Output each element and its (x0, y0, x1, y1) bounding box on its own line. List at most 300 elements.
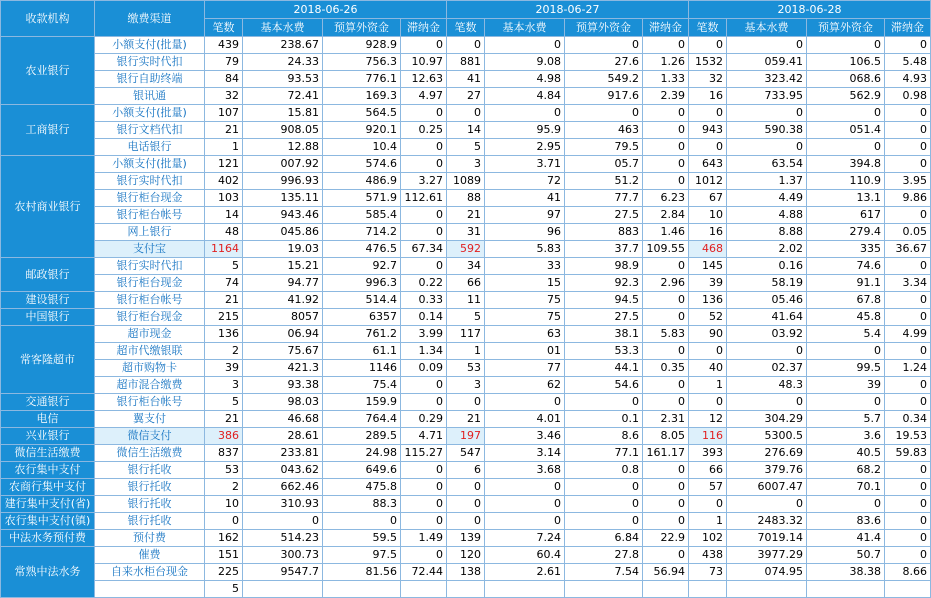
value-cell: 402 (205, 173, 243, 190)
header-row-dates (1, 1, 931, 19)
value-cell: 0 (885, 105, 931, 122)
value-cell: 486.9 (323, 173, 401, 190)
value-cell: 045.86 (243, 224, 323, 241)
value-cell: 0 (689, 343, 727, 360)
value-cell: 106.5 (807, 54, 885, 71)
value-cell: 1012 (689, 173, 727, 190)
value-cell (447, 581, 485, 598)
value-cell: 1 (205, 139, 243, 156)
value-cell: 908.05 (243, 122, 323, 139)
value-cell: 12.88 (243, 139, 323, 156)
value-cell: 0 (885, 37, 931, 54)
value-cell (323, 581, 401, 598)
header-extra-fund: 预算外资金 (807, 19, 885, 37)
value-cell: 238.67 (243, 37, 323, 54)
value-cell: 0 (401, 547, 447, 564)
table-row (1, 445, 931, 462)
value-cell: 05.46 (727, 292, 807, 309)
value-cell: 9.08 (485, 54, 565, 71)
value-cell: 0 (727, 105, 807, 122)
value-cell: 48.3 (727, 377, 807, 394)
value-cell: 920.1 (323, 122, 401, 139)
institution-cell: 兴业银行 (1, 428, 95, 445)
value-cell: 19.03 (243, 241, 323, 258)
value-cell: 1.49 (401, 530, 447, 547)
channel-cell: 小额支付(批量) (95, 156, 205, 173)
table-row (1, 547, 931, 564)
value-cell: 8.66 (885, 564, 931, 581)
table-row (1, 411, 931, 428)
value-cell (565, 581, 643, 598)
value-cell: 1.37 (727, 173, 807, 190)
value-cell: 75 (485, 292, 565, 309)
value-cell: 2.02 (727, 241, 807, 258)
value-cell: 279.4 (807, 224, 885, 241)
channel-cell: 网上银行 (95, 224, 205, 241)
channel-cell: 超市购物卡 (95, 360, 205, 377)
value-cell: 94.5 (565, 292, 643, 309)
value-cell: 136 (689, 292, 727, 309)
value-cell: 48 (205, 224, 243, 241)
value-cell: 27.6 (565, 54, 643, 71)
table-row (1, 343, 931, 360)
value-cell: 1089 (447, 173, 485, 190)
table-row (1, 394, 931, 411)
value-cell: 4.97 (401, 88, 447, 105)
table-row (1, 377, 931, 394)
value-cell: 11 (447, 292, 485, 309)
value-cell: 24.98 (323, 445, 401, 462)
value-cell: 0 (807, 394, 885, 411)
value-cell: 14 (447, 122, 485, 139)
channel-cell: 银行柜台帐号 (95, 394, 205, 411)
value-cell: 0.14 (401, 309, 447, 326)
value-cell: 0 (401, 462, 447, 479)
value-cell: 0 (727, 343, 807, 360)
value-cell: 31 (447, 224, 485, 241)
value-cell: 3.99 (401, 326, 447, 343)
value-cell: 12 (689, 411, 727, 428)
value-cell: 21 (205, 292, 243, 309)
value-cell: 41 (447, 71, 485, 88)
table-body (1, 37, 931, 598)
value-cell: 0 (401, 37, 447, 54)
value-cell: 5 (447, 139, 485, 156)
value-cell: 0 (885, 547, 931, 564)
value-cell: 590.38 (727, 122, 807, 139)
value-cell: 6.23 (643, 190, 689, 207)
value-cell: 36.67 (885, 241, 931, 258)
value-cell: 145 (689, 258, 727, 275)
value-cell: 1 (689, 513, 727, 530)
value-cell (643, 581, 689, 598)
value-cell: 10.4 (323, 139, 401, 156)
value-cell: 109.55 (643, 241, 689, 258)
value-cell: 92.7 (323, 258, 401, 275)
value-cell: 90 (689, 326, 727, 343)
value-cell: 0 (401, 139, 447, 156)
value-cell: 289.5 (323, 428, 401, 445)
value-cell: 21 (205, 122, 243, 139)
value-cell: 6007.47 (727, 479, 807, 496)
value-cell: 0.29 (401, 411, 447, 428)
value-cell: 0 (643, 394, 689, 411)
value-cell: 5 (205, 258, 243, 275)
value-cell: 0 (643, 156, 689, 173)
value-cell: 75 (485, 309, 565, 326)
value-cell: 0 (447, 37, 485, 54)
value-cell: 2.61 (485, 564, 565, 581)
table-row (1, 88, 931, 105)
value-cell: 996.93 (243, 173, 323, 190)
value-cell: 0 (885, 292, 931, 309)
value-cell: 135.11 (243, 190, 323, 207)
value-cell: 215 (205, 309, 243, 326)
value-cell (807, 581, 885, 598)
value-cell: 0 (643, 37, 689, 54)
value-cell: 3.14 (485, 445, 565, 462)
value-cell: 421.3 (243, 360, 323, 377)
value-cell: 3 (447, 156, 485, 173)
value-cell: 88.3 (323, 496, 401, 513)
value-cell: 0 (643, 173, 689, 190)
value-cell: 21 (447, 411, 485, 428)
value-cell: 5.83 (485, 241, 565, 258)
institution-cell: 常熟中法水务 (1, 547, 95, 598)
value-cell: 3.68 (485, 462, 565, 479)
value-cell: 0 (485, 394, 565, 411)
table-row (1, 105, 931, 122)
table-row (1, 326, 931, 343)
header-base-fee: 基本水费 (243, 19, 323, 37)
value-cell: 53 (205, 462, 243, 479)
value-cell: 28.61 (243, 428, 323, 445)
value-cell: 5.7 (807, 411, 885, 428)
value-cell: 0 (565, 513, 643, 530)
value-cell: 05.7 (565, 156, 643, 173)
table-row (1, 71, 931, 88)
value-cell: 10.97 (401, 54, 447, 71)
value-cell: 162 (205, 530, 243, 547)
value-cell (885, 581, 931, 598)
value-cell: 117 (447, 326, 485, 343)
value-cell: 0 (885, 258, 931, 275)
value-cell: 233.81 (243, 445, 323, 462)
value-cell: 5.83 (643, 326, 689, 343)
value-cell: 75.4 (323, 377, 401, 394)
value-cell: 03.92 (727, 326, 807, 343)
value-cell: 34 (447, 258, 485, 275)
value-cell: 6.84 (565, 530, 643, 547)
channel-cell: 小额支付(批量) (95, 37, 205, 54)
value-cell: 074.95 (727, 564, 807, 581)
value-cell: 0.34 (885, 411, 931, 428)
value-cell: 06.94 (243, 326, 323, 343)
institution-cell: 农业银行 (1, 37, 95, 105)
channel-cell: 银行托收 (95, 513, 205, 530)
value-cell: 0 (885, 513, 931, 530)
value-cell: 0 (689, 394, 727, 411)
value-cell: 79 (205, 54, 243, 71)
value-cell: 0 (485, 513, 565, 530)
table-row (1, 428, 931, 445)
value-cell: 56.94 (643, 564, 689, 581)
value-cell: 0 (885, 156, 931, 173)
value-cell: 37.7 (565, 241, 643, 258)
value-cell: 051.4 (807, 122, 885, 139)
value-cell: 77.1 (565, 445, 643, 462)
header-channel: 缴费渠道 (95, 1, 205, 37)
value-cell: 0 (885, 343, 931, 360)
value-cell: 1146 (323, 360, 401, 377)
value-cell: 67.8 (807, 292, 885, 309)
value-cell: 139 (447, 530, 485, 547)
value-cell: 24.33 (243, 54, 323, 71)
value-cell: 0 (401, 224, 447, 241)
value-cell: 068.6 (807, 71, 885, 88)
value-cell: 1.34 (401, 343, 447, 360)
value-cell: 83.6 (807, 513, 885, 530)
header-count: 笔数 (447, 19, 485, 37)
value-cell: 0 (401, 258, 447, 275)
channel-cell: 翼支付 (95, 411, 205, 428)
value-cell: 3.27 (401, 173, 447, 190)
value-cell: 15 (485, 275, 565, 292)
value-cell: 0 (401, 156, 447, 173)
value-cell: 66 (689, 462, 727, 479)
table-row (1, 37, 931, 54)
value-cell: 733.95 (727, 88, 807, 105)
value-cell: 67.34 (401, 241, 447, 258)
value-cell: 46.68 (243, 411, 323, 428)
value-cell: 4.49 (727, 190, 807, 207)
value-cell: 059.41 (727, 54, 807, 71)
institution-cell: 农行集中支付(镇) (1, 513, 95, 530)
table-row (1, 360, 931, 377)
value-cell: 0 (807, 343, 885, 360)
value-cell: 0 (807, 139, 885, 156)
table-row (1, 54, 931, 71)
value-cell: 0 (643, 292, 689, 309)
value-cell: 0 (401, 105, 447, 122)
value-cell: 15.81 (243, 105, 323, 122)
value-cell: 8057 (243, 309, 323, 326)
value-cell: 0 (323, 513, 401, 530)
header-date-1: 2018-06-26 (205, 1, 447, 19)
value-cell: 304.29 (727, 411, 807, 428)
value-cell: 10 (205, 496, 243, 513)
value-cell: 1 (447, 343, 485, 360)
value-cell: 99.5 (807, 360, 885, 377)
value-cell: 0 (885, 309, 931, 326)
value-cell: 574.6 (323, 156, 401, 173)
value-cell (689, 581, 727, 598)
value-cell: 1.46 (643, 224, 689, 241)
table-row (1, 207, 931, 224)
value-cell: 2.95 (485, 139, 565, 156)
value-cell: 77.7 (565, 190, 643, 207)
value-cell: 547 (447, 445, 485, 462)
value-cell: 0 (885, 530, 931, 547)
channel-cell: 银行托收 (95, 462, 205, 479)
value-cell: 764.4 (323, 411, 401, 428)
value-cell: 0 (243, 513, 323, 530)
value-cell: 649.6 (323, 462, 401, 479)
value-cell: 2.31 (643, 411, 689, 428)
value-cell: 0 (689, 139, 727, 156)
value-cell: 169.3 (323, 88, 401, 105)
value-cell: 0 (885, 122, 931, 139)
value-cell: 5300.5 (727, 428, 807, 445)
table-row (1, 224, 931, 241)
value-cell: 776.1 (323, 71, 401, 88)
value-cell: 714.2 (323, 224, 401, 241)
table-row (1, 564, 931, 581)
value-cell: 0 (885, 462, 931, 479)
value-cell: 53.3 (565, 343, 643, 360)
value-cell: 0 (643, 139, 689, 156)
value-cell: 16 (689, 88, 727, 105)
value-cell: 40 (689, 360, 727, 377)
value-cell: 3 (205, 377, 243, 394)
value-cell: 0 (565, 394, 643, 411)
value-cell: 92.3 (565, 275, 643, 292)
value-cell: 91.1 (807, 275, 885, 292)
value-cell: 45.8 (807, 309, 885, 326)
value-cell: 67 (689, 190, 727, 207)
value-cell: 0 (565, 105, 643, 122)
value-cell: 0 (807, 37, 885, 54)
institution-cell: 中国银行 (1, 309, 95, 326)
value-cell: 0 (401, 513, 447, 530)
value-cell: 39 (807, 377, 885, 394)
channel-cell: 自来水柜台现金 (95, 564, 205, 581)
value-cell: 9.86 (885, 190, 931, 207)
header-extra-fund: 预算外资金 (323, 19, 401, 37)
value-cell: 0 (727, 496, 807, 513)
value-cell: 300.73 (243, 547, 323, 564)
value-cell: 225 (205, 564, 243, 581)
header-base-fee: 基本水费 (727, 19, 807, 37)
value-cell: 394.8 (807, 156, 885, 173)
value-cell: 996.3 (323, 275, 401, 292)
value-cell: 74 (205, 275, 243, 292)
value-cell: 58.19 (727, 275, 807, 292)
header-date-3: 2018-06-28 (689, 1, 931, 19)
value-cell: 40.5 (807, 445, 885, 462)
value-cell: 0 (643, 309, 689, 326)
channel-cell: 支付宝 (95, 241, 205, 258)
value-cell: 151 (205, 547, 243, 564)
header-base-fee: 基本水费 (485, 19, 565, 37)
value-cell: 52 (689, 309, 727, 326)
value-cell: 16 (689, 224, 727, 241)
value-cell: 0.1 (565, 411, 643, 428)
channel-cell: 银行柜台现金 (95, 309, 205, 326)
institution-cell: 电信 (1, 411, 95, 428)
value-cell: 60.4 (485, 547, 565, 564)
value-cell: 476.5 (323, 241, 401, 258)
value-cell: 0.05 (885, 224, 931, 241)
value-cell: 837 (205, 445, 243, 462)
header-count: 笔数 (689, 19, 727, 37)
value-cell: 0 (807, 105, 885, 122)
value-cell: 8.6 (565, 428, 643, 445)
value-cell: 4.71 (401, 428, 447, 445)
header-late-fee: 滞纳金 (643, 19, 689, 37)
value-cell: 0 (485, 479, 565, 496)
value-cell: 39 (205, 360, 243, 377)
value-cell: 50.7 (807, 547, 885, 564)
value-cell: 2.84 (643, 207, 689, 224)
value-cell: 438 (689, 547, 727, 564)
value-cell: 514.4 (323, 292, 401, 309)
value-cell: 0 (885, 479, 931, 496)
channel-cell: 银行自助终端 (95, 71, 205, 88)
value-cell: 0 (727, 394, 807, 411)
value-cell: 0.16 (727, 258, 807, 275)
value-cell: 310.93 (243, 496, 323, 513)
value-cell: 27 (447, 88, 485, 105)
value-cell: 4.93 (885, 71, 931, 88)
value-cell: 0 (401, 496, 447, 513)
table-row (1, 479, 931, 496)
value-cell: 617 (807, 207, 885, 224)
value-cell: 881 (447, 54, 485, 71)
table-row (1, 156, 931, 173)
value-cell: 1 (689, 377, 727, 394)
value-cell: 0 (885, 394, 931, 411)
value-cell: 97 (485, 207, 565, 224)
value-cell: 3.6 (807, 428, 885, 445)
value-cell: 928.9 (323, 37, 401, 54)
value-cell: 102 (689, 530, 727, 547)
value-cell: 0 (727, 139, 807, 156)
value-cell: 6 (447, 462, 485, 479)
value-cell: 59.5 (323, 530, 401, 547)
value-cell: 14 (205, 207, 243, 224)
channel-cell: 银行文档代扣 (95, 122, 205, 139)
value-cell (401, 581, 447, 598)
value-cell: 75.67 (243, 343, 323, 360)
value-cell: 943.46 (243, 207, 323, 224)
value-cell: 0 (689, 37, 727, 54)
table-row (1, 496, 931, 513)
value-cell: 1532 (689, 54, 727, 71)
value-cell: 475.8 (323, 479, 401, 496)
value-cell: 1.33 (643, 71, 689, 88)
table-row (1, 309, 931, 326)
value-cell: 38.1 (565, 326, 643, 343)
institution-cell: 常客隆超市 (1, 326, 95, 394)
value-cell: 276.69 (727, 445, 807, 462)
value-cell: 4.99 (885, 326, 931, 343)
value-cell: 562.9 (807, 88, 885, 105)
table-row (1, 292, 931, 309)
value-cell: 110.9 (807, 173, 885, 190)
header-date-2: 2018-06-27 (447, 1, 689, 19)
table-row (1, 241, 931, 258)
value-cell: 115.27 (401, 445, 447, 462)
channel-cell (95, 581, 205, 598)
value-cell: 120 (447, 547, 485, 564)
value-cell: 0 (885, 496, 931, 513)
value-cell: 54.6 (565, 377, 643, 394)
institution-cell: 邮政银行 (1, 258, 95, 292)
value-cell: 007.92 (243, 156, 323, 173)
value-cell: 39 (689, 275, 727, 292)
value-cell: 0 (643, 122, 689, 139)
